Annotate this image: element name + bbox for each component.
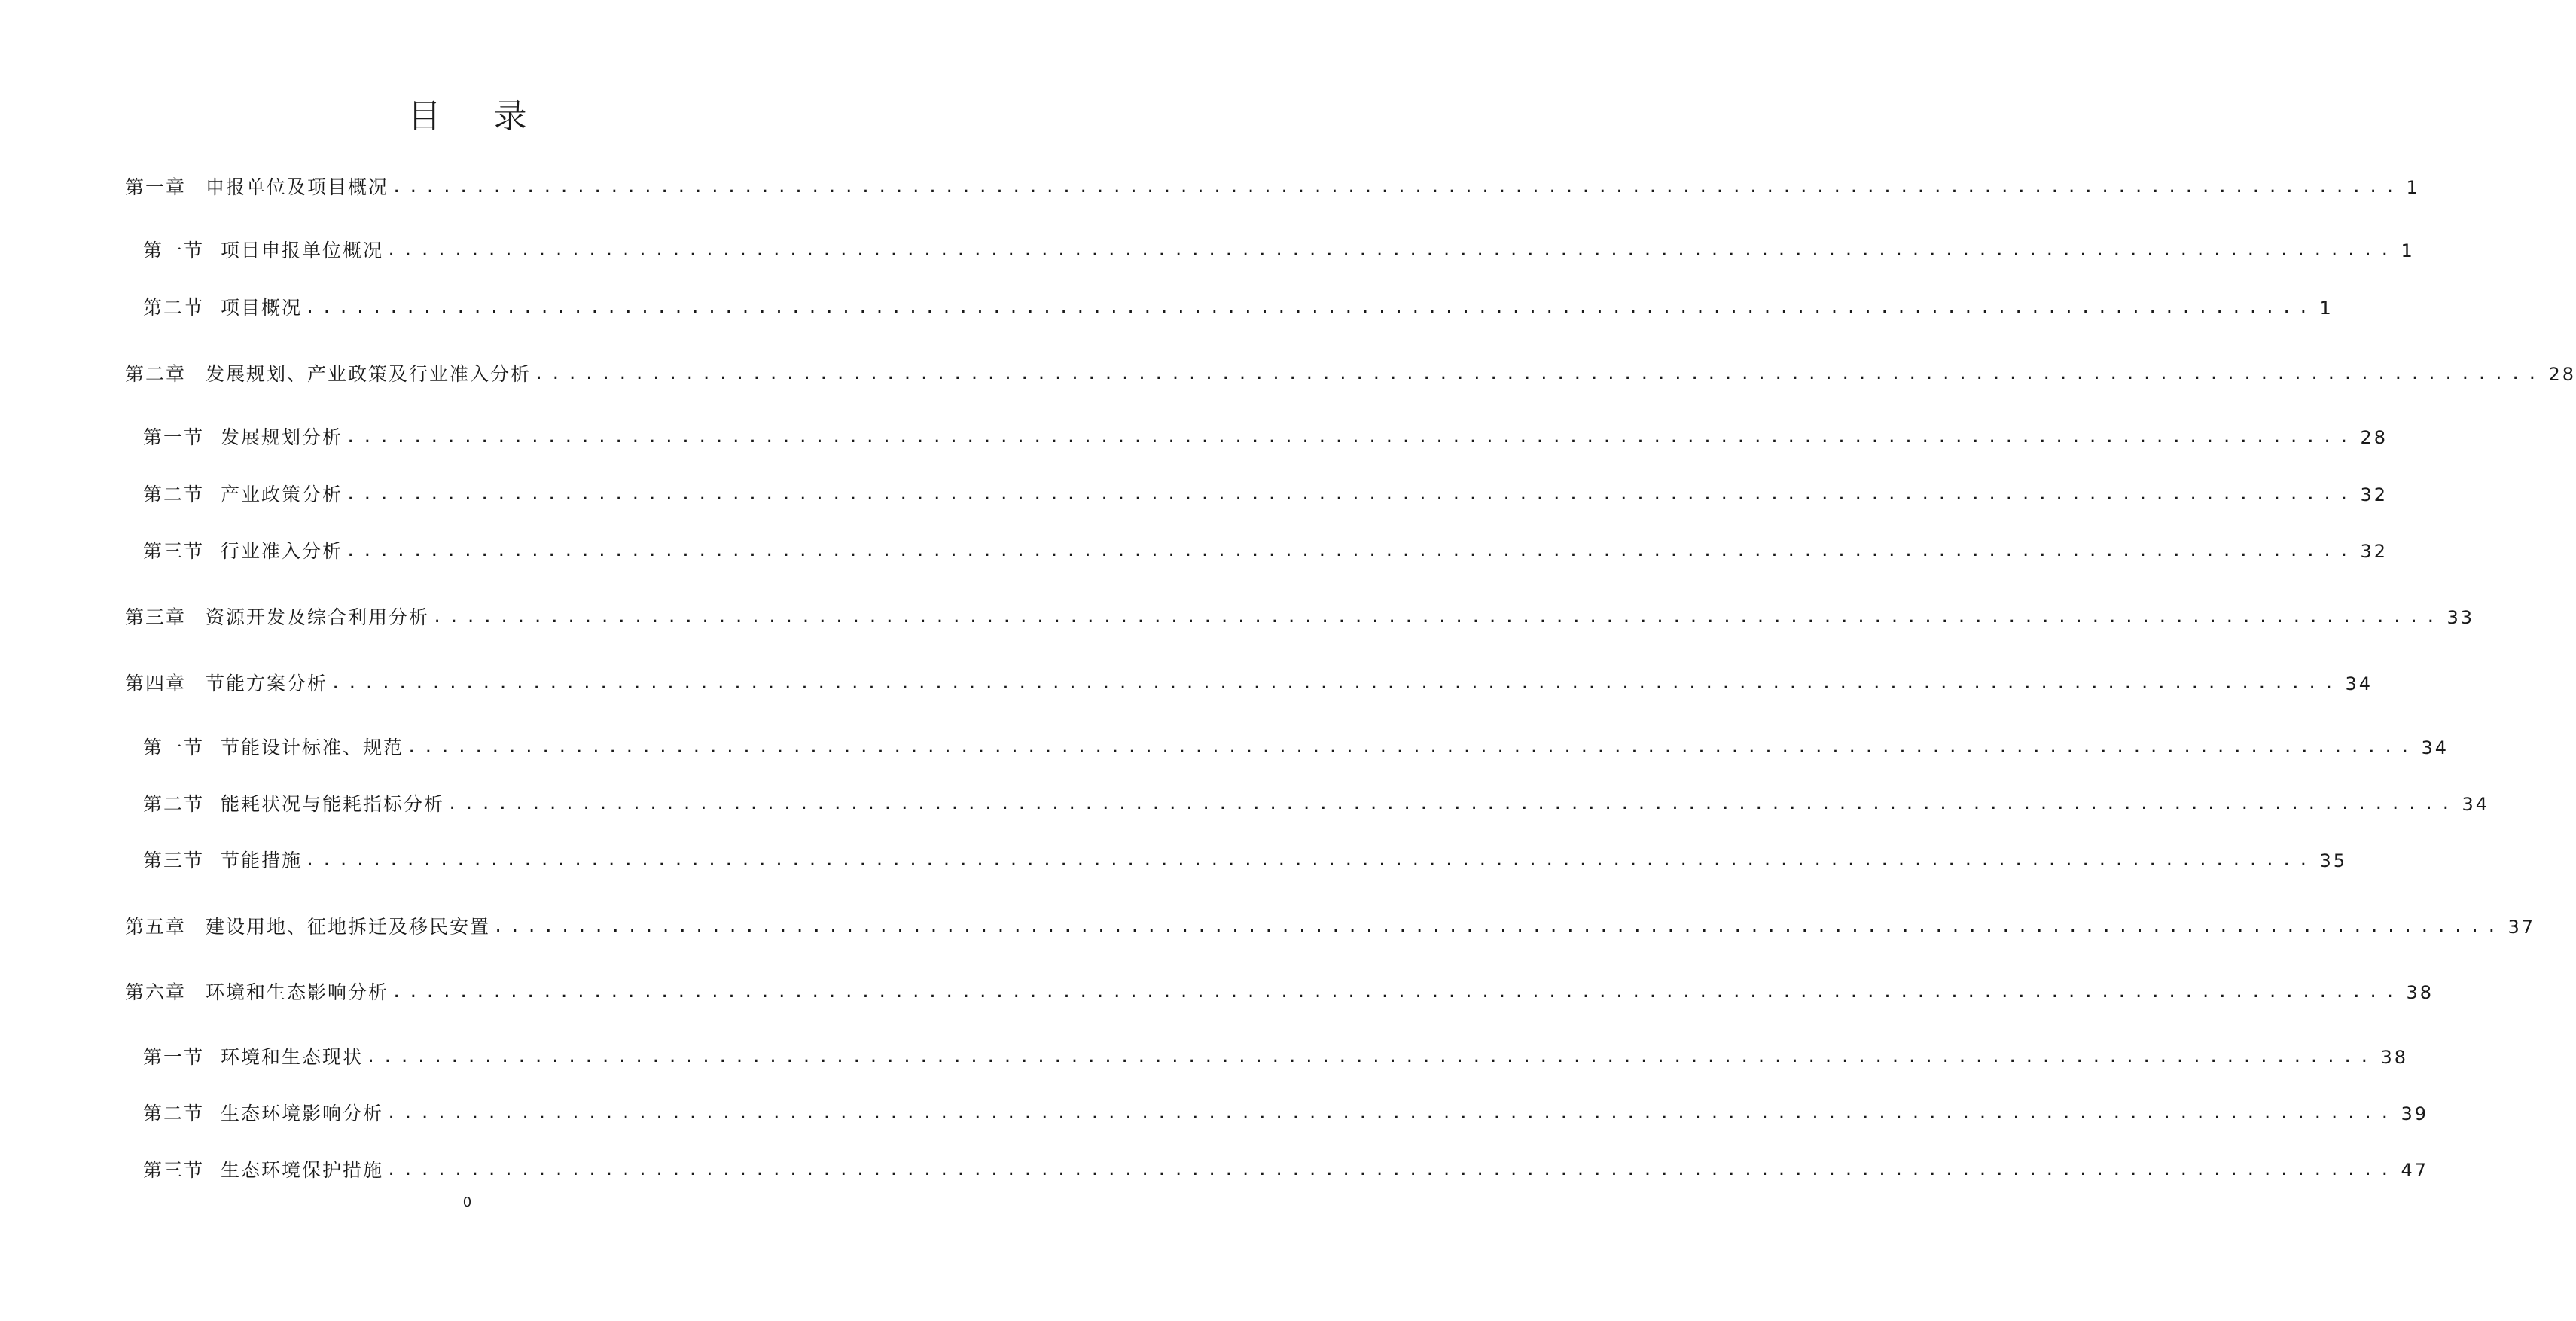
dot-leader: ........................................................................................................................ bbox=[407, 738, 2417, 757]
toc-entry-label: 第二节 bbox=[143, 484, 205, 505]
dot-leader: ........................................................................................................................ bbox=[392, 178, 2402, 197]
toc-entry-page: 37 bbox=[2507, 917, 2535, 938]
dot-leader: ........................................................................................................................ bbox=[386, 1104, 2397, 1123]
toc-entry-title: 发展规划、产业政策及行业准入分析 bbox=[206, 363, 532, 385]
toc-entry[interactable] bbox=[143, 477, 2388, 508]
toc-entry-page: 33 bbox=[2446, 607, 2474, 628]
toc-entry-page: 47 bbox=[2401, 1160, 2428, 1181]
dot-leader: ........................................................................................................................ bbox=[346, 485, 2356, 504]
toc-entry-label: 第一章 bbox=[125, 176, 187, 198]
toc-entry-page: 28 bbox=[2548, 364, 2576, 385]
toc-entry-label: 第一节 bbox=[143, 239, 205, 261]
toc-entry-label: 第三节 bbox=[143, 1159, 205, 1181]
toc-entry[interactable] bbox=[143, 1040, 2408, 1070]
dot-leader: ........................................................................................................................ bbox=[366, 1048, 2376, 1066]
toc-entry-page: 32 bbox=[2360, 484, 2388, 505]
toc-entry-title: 行业准入分析 bbox=[221, 540, 343, 562]
toc-entry-page: 1 bbox=[2401, 240, 2415, 261]
toc-entry-label: 第二节 bbox=[143, 1103, 205, 1124]
toc-entry-title: 发展规划分析 bbox=[221, 426, 343, 448]
toc-entry-page: 1 bbox=[2406, 177, 2420, 198]
toc-entry-title: 项目申报单位概况 bbox=[221, 239, 384, 261]
toc-entry-label: 第二节 bbox=[143, 297, 205, 319]
toc-entry[interactable] bbox=[143, 291, 2334, 321]
dot-leader: ........................................................................................................................ bbox=[346, 542, 2356, 560]
toc-entry[interactable] bbox=[125, 667, 2373, 697]
toc-entry[interactable] bbox=[125, 600, 2474, 630]
page-number: 0 bbox=[462, 1194, 472, 1210]
toc-entry-label: 第一节 bbox=[143, 1046, 205, 1068]
toc-entry-page: 28 bbox=[2360, 427, 2388, 448]
dot-leader: ........................................................................................................................ bbox=[305, 298, 2315, 317]
toc-entry[interactable] bbox=[143, 1153, 2428, 1183]
dot-leader: ........................................................................................................................ bbox=[447, 795, 2458, 813]
toc-entry-label: 第六章 bbox=[125, 981, 187, 1003]
toc-entry[interactable] bbox=[143, 844, 2347, 874]
toc-entry-label: 第一节 bbox=[143, 737, 205, 758]
toc-entry-label: 第三节 bbox=[143, 850, 205, 871]
toc-entry[interactable] bbox=[143, 420, 2388, 450]
toc-entry-title: 环境和生态现状 bbox=[221, 1046, 364, 1068]
toc-entry-label: 第五章 bbox=[125, 916, 187, 938]
toc-entry[interactable] bbox=[125, 910, 2535, 940]
toc-entry[interactable] bbox=[143, 731, 2449, 761]
dot-leader: ........................................................................................................................ bbox=[331, 674, 2341, 693]
toc-entry-title: 节能设计标准、规范 bbox=[221, 737, 404, 758]
toc-entry-page: 32 bbox=[2360, 541, 2388, 562]
toc-entry-page: 1 bbox=[2319, 297, 2334, 319]
toc-entry-title: 资源开发及综合利用分析 bbox=[206, 606, 430, 628]
toc-entry[interactable] bbox=[143, 534, 2388, 564]
toc-entry-page: 35 bbox=[2319, 850, 2347, 871]
toc-entry-label: 第三章 bbox=[125, 606, 187, 628]
dot-leader: ........................................................................................................................ bbox=[305, 851, 2315, 870]
toc-entry-title: 产业政策分析 bbox=[221, 484, 343, 505]
toc-entry-page: 39 bbox=[2401, 1103, 2428, 1124]
toc-entry-title: 建设用地、征地拆迁及移民安置 bbox=[206, 916, 491, 938]
toc-entry-title: 项目概况 bbox=[221, 297, 303, 319]
toc-entry-title: 能耗状况与能耗指标分析 bbox=[221, 793, 445, 815]
toc-entry[interactable] bbox=[143, 233, 2415, 264]
dot-leader: ........................................................................................................................ bbox=[386, 1161, 2397, 1179]
toc-entry-page: 34 bbox=[2421, 737, 2449, 758]
toc-entry-page: 34 bbox=[2345, 673, 2373, 694]
page-title: 目 录 bbox=[407, 97, 548, 136]
toc-entry[interactable] bbox=[143, 787, 2489, 817]
toc-entry[interactable] bbox=[143, 1097, 2428, 1127]
toc-entry-label: 第二章 bbox=[125, 363, 187, 385]
toc-entry-label: 第一节 bbox=[143, 426, 205, 448]
toc-entry[interactable] bbox=[125, 170, 2420, 200]
dot-leader: ........................................................................................................................ bbox=[386, 241, 2397, 260]
dot-leader: ........................................................................................................................ bbox=[432, 608, 2443, 627]
toc-entry[interactable] bbox=[125, 975, 2434, 1005]
dot-leader: ........................................................................................................................ bbox=[346, 428, 2356, 447]
toc-entry-label: 第二节 bbox=[143, 793, 205, 815]
toc-entry-label: 第三节 bbox=[143, 540, 205, 562]
toc-entry-title: 申报单位及项目概况 bbox=[206, 176, 389, 198]
dot-leader: ........................................................................................................................ bbox=[392, 983, 2402, 1002]
toc-entry-title: 环境和生态影响分析 bbox=[206, 981, 389, 1003]
toc-entry-page: 38 bbox=[2406, 982, 2434, 1003]
toc-entry-label: 第四章 bbox=[125, 673, 187, 694]
toc-entry-title: 节能方案分析 bbox=[206, 673, 328, 694]
toc-entry[interactable] bbox=[125, 357, 2576, 387]
toc-entry-title: 生态环境保护措施 bbox=[221, 1159, 384, 1181]
toc-entry-title: 节能措施 bbox=[221, 850, 303, 871]
dot-leader: ........................................................................................................................ bbox=[493, 917, 2504, 936]
toc-entry-page: 34 bbox=[2462, 794, 2489, 815]
toc-entry-title: 生态环境影响分析 bbox=[221, 1103, 384, 1124]
dot-leader: ........................................................................................................................ bbox=[534, 365, 2544, 383]
toc-entry-page: 38 bbox=[2380, 1047, 2408, 1068]
